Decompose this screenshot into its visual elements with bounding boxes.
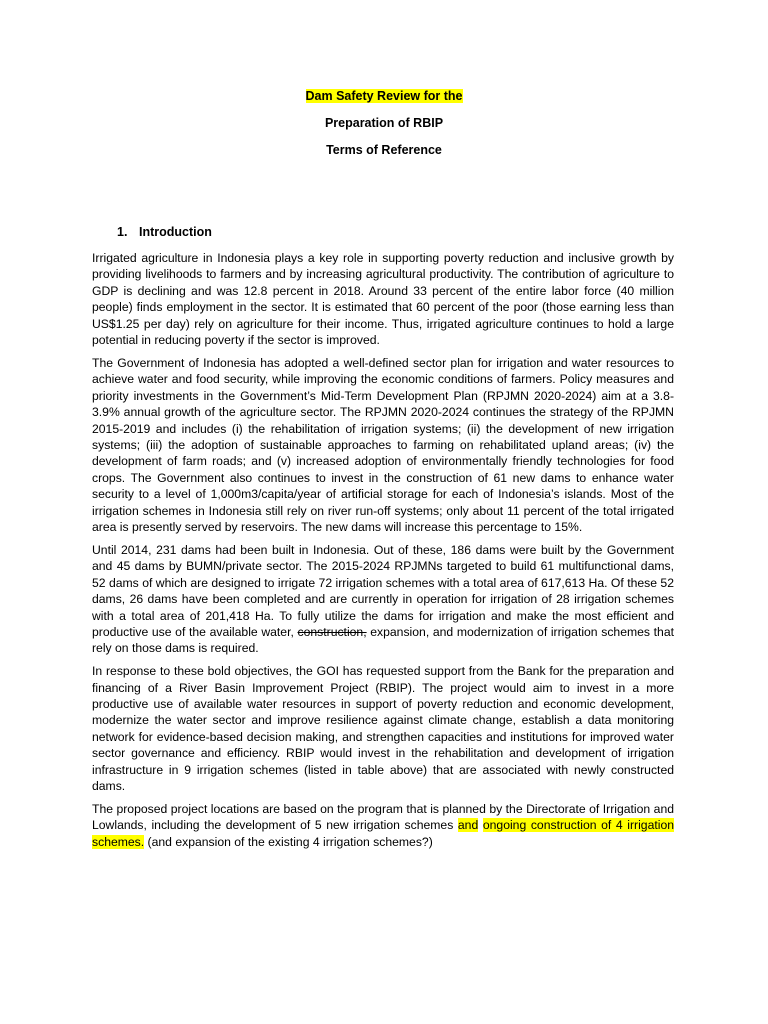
paragraph-3-text-a: Until 2014, 231 dams had been built in Indonesia. Out of these, 186 dams were built by the Government and 45 dams by BUMN/private sector. The 2015-2024 RPJMNs targeted to build 61 multifunctional dams, 52 dams of which are designed to irrigate 72 irrigation schemes with a total area of 617,613 Ha. Of these 52 dams, 26 dams have been completed and are currently in operation for irrigation of 28 irrigation schemes with a total area of 201,418 Ha. To fully utilize the dams for irrigation and make the most efficient and productive use of the available water,	[92, 542, 674, 639]
section-heading-introduction	[117, 223, 212, 241]
document-body	[92, 250, 674, 857]
title-line-3: Terms of Reference	[326, 143, 442, 157]
section-title: Introduction	[139, 225, 212, 239]
title-line-2: Preparation of RBIP	[324, 116, 444, 130]
paragraph-2: The Government of Indonesia has adopted a well-defined sector plan for irrigation and water resources to achieve water and food security, while improving the economic conditions of farmers. Policy measures and priority investments in the Government’s Mid-Term Development Plan (RPJMN 2020-2024) aim at a 3.8-3.9% annual growth of the agriculture sector. The RPJMN 2020-2024 continues the strategy of the RPJMN 2015-2019 and includes (i) the rehabilitation of irrigation systems; (ii) the development of new irrigation systems; (iii) the adoption of sustainable approaches to farming on rehabilitated upland areas; (iv) the development of farm roads; and (v) increased adoption of environmentally friendly technologies for food crops. The Government also continues to invest in the construction of 61 new dams to enhance water security to a level of 1,000m3/capita/year of artificial storage for each of Indonesia’s islands. Most of the irrigation schemes in Indonesia still rely on river run-off systems; only about 11 percent of the total irrigated area is presently served by reservoirs. The new dams will increase this percentage to 15%.	[92, 355, 674, 534]
paragraph-1: Irrigated agriculture in Indonesia plays a key role in supporting poverty reduction and inclusive growth by providing livelihoods to farmers and by increasing agricultural productivity. The contribution of agriculture to GDP is declining and was 12.8 percent in 2018. Around 33 percent of the entire labor force (40 million people) finds employment in the sector. It is estimated that 60 percent of the poor (those earning less than US$1.25 per day) rely on agriculture for their income. Thus, irrigated agriculture continues to hold a large potential in reducing poverty if the sector is improved.	[92, 251, 674, 348]
paragraph-4: In response to these bold objectives, the GOI has requested support from the Bank for the preparation and financing of a River Basin Improvement Project (RBIP). The project would aim to invest in a more productive use of available water resources in support of poverty reduction and economic development, modernize the water sector and improve resilience against climate change, establish a data monitoring network for evidence-based decision making, and strengthen capacities and institutions for improved water sector governance and efficiency. RBIP would invest in the rehabilitation and development of irrigation infrastructure in 9 irrigation schemes (listed in table above) that are associated with newly constructed dams.	[92, 664, 674, 794]
section-number: 1.	[117, 225, 128, 239]
paragraph-5-text-a: The proposed project locations are based on the program that is planned by the Directorate of Irrigation and Lowlands, including the development of 5 new irrigation schemes	[92, 802, 674, 833]
struck-text: construction,	[297, 624, 367, 639]
highlighted-text-construction: ongoing construction of 4 irrigation schemes.	[92, 818, 675, 849]
paragraph-5	[92, 801, 674, 850]
paragraph-3-text-b: expansion, and modernization of irrigation schemes that rely on those dams is required.	[92, 624, 674, 656]
paragraph-5-text-b: (and expansion of the existing 4 irrigation schemes?)	[144, 834, 433, 849]
title-line-1	[0, 86, 768, 113]
paragraph-3	[92, 542, 674, 657]
document-title	[0, 86, 768, 167]
highlighted-text-and: and	[457, 818, 479, 833]
title-highlight: Dam Safety Review for the	[305, 89, 463, 103]
